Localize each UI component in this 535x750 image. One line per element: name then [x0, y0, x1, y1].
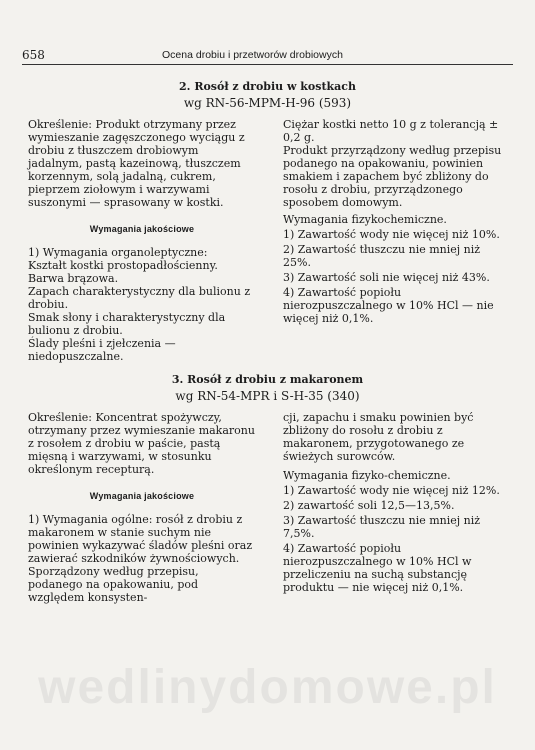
- section-2-line: Barwa brązowa.: [28, 272, 119, 285]
- watermark: wedlinydomowe.pl: [38, 661, 497, 714]
- section-2-title: 2. Rosół z drobiu w kostkach: [179, 80, 356, 93]
- section-3-continuation: cji, zapachu i smaku powinien być zbliżony do rosołu z drobiu z makaronem, przygotowanego ze świeżych surowców.: [283, 411, 474, 463]
- running-title: Ocena drobiu i przetworów drobiowych: [162, 49, 343, 61]
- section-3-item: 4) Zawartość popiołu nierozpuszczalnego w 10% HCl w przeliczeniu na suchą substancję produktu — nie więcej niż 0,1%.: [283, 542, 472, 594]
- section-2-definition: Określenie: Produkt otrzymany przez wymieszanie zagęszczonego wyciągu z drobiu z tłuszczem drobiowym jadalnym, pastą kazeinową, tłuszczem korzennym, solą jadalną, cukrem, pieprzem ziołowym i warzywami suszonymi — sprasowany w kostki.: [28, 118, 245, 209]
- section-2-physchem-heading: Wymagania fizykochemiczne.: [283, 213, 447, 226]
- section-3-item: 2) zawartość soli 12,5—13,5%.: [283, 499, 455, 512]
- section-3-definition: Określenie: Koncentrat spożywczy, otrzymany przez wymieszanie makaronu z rosołem z drobiu w paście, pastą mięsną i warzywami, w stosunku określonym recepturą.: [28, 411, 255, 476]
- section-3-left-column: [28, 411, 256, 604]
- section-2-item: 4) Zawartość popiołu nierozpuszczalnego w 10% HCl — nie więcej niż 0,1%.: [283, 286, 494, 325]
- section-3-quality-heading: Wymagania jakościowe: [89, 491, 195, 501]
- section-2-organoleptic-heading: 1) Wymagania organoleptyczne:: [28, 246, 208, 259]
- section-3-standard: wg RN-54-MPR i S-H-35 (340): [175, 389, 360, 403]
- section-2-item: 1) Zawartość wody nie więcej niż 10%.: [283, 228, 500, 241]
- section-3-right-column: [283, 411, 503, 594]
- section-3-title: 3. Rosół z drobiu z makaronem: [171, 373, 364, 386]
- section-2-line: Ślady pleśni i zjełczenia — niedopuszczalne.: [28, 337, 176, 363]
- section-2-item: 3) Zawartość soli nie więcej niż 43%.: [283, 271, 490, 284]
- section-2-standard: wg RN-56-MPM-H-96 (593): [183, 96, 352, 110]
- section-2-quality-heading: Wymagania jakościowe: [89, 224, 195, 234]
- section-3-item: 3) Zawartość tłuszczu nie mniej niż 7,5%.: [283, 514, 481, 540]
- section-2-weight: Ciężar kostki netto 10 g z tolerancją ± 0,2 g.: [283, 118, 499, 144]
- section-2-right-column: [283, 118, 503, 325]
- section-2-line: Kształt kostki prostopadłościenny.: [28, 259, 218, 272]
- page-header: [22, 46, 513, 65]
- section-2-line: Smak słony i charakterystyczny dla bulionu z drobiu.: [28, 311, 226, 337]
- section-2-line: Zapach charakterystyczny dla bulionu z drobiu.: [28, 285, 251, 311]
- section-3-physchem-heading: Wymagania fizyko-chemiczne.: [283, 469, 451, 482]
- section-2-preparation: Produkt przyrządzony według przepisu podanego na opakowaniu, powinien smakiem i zapachem być zbliżony do rosołu z drobiu, przyrządzonego sposobem domowym.: [283, 144, 502, 209]
- section-3-item: 1) Zawartość wody nie więcej niż 12%.: [283, 484, 500, 497]
- section-2-left-column: [28, 118, 256, 363]
- page-number: 658: [22, 48, 45, 62]
- section-3-general-requirements: 1) Wymagania ogólne: rosół z drobiu z makaronem w stanie suchym nie powinien wykazywać śladów pleśni oraz zawierać szkodników żywnościowych. Sporządzony według przepisu, podanego na opakowaniu, pod względem konsysten-: [28, 513, 253, 604]
- section-2-item: 2) Zawartość tłuszczu nie mniej niż 25%.: [283, 243, 481, 269]
